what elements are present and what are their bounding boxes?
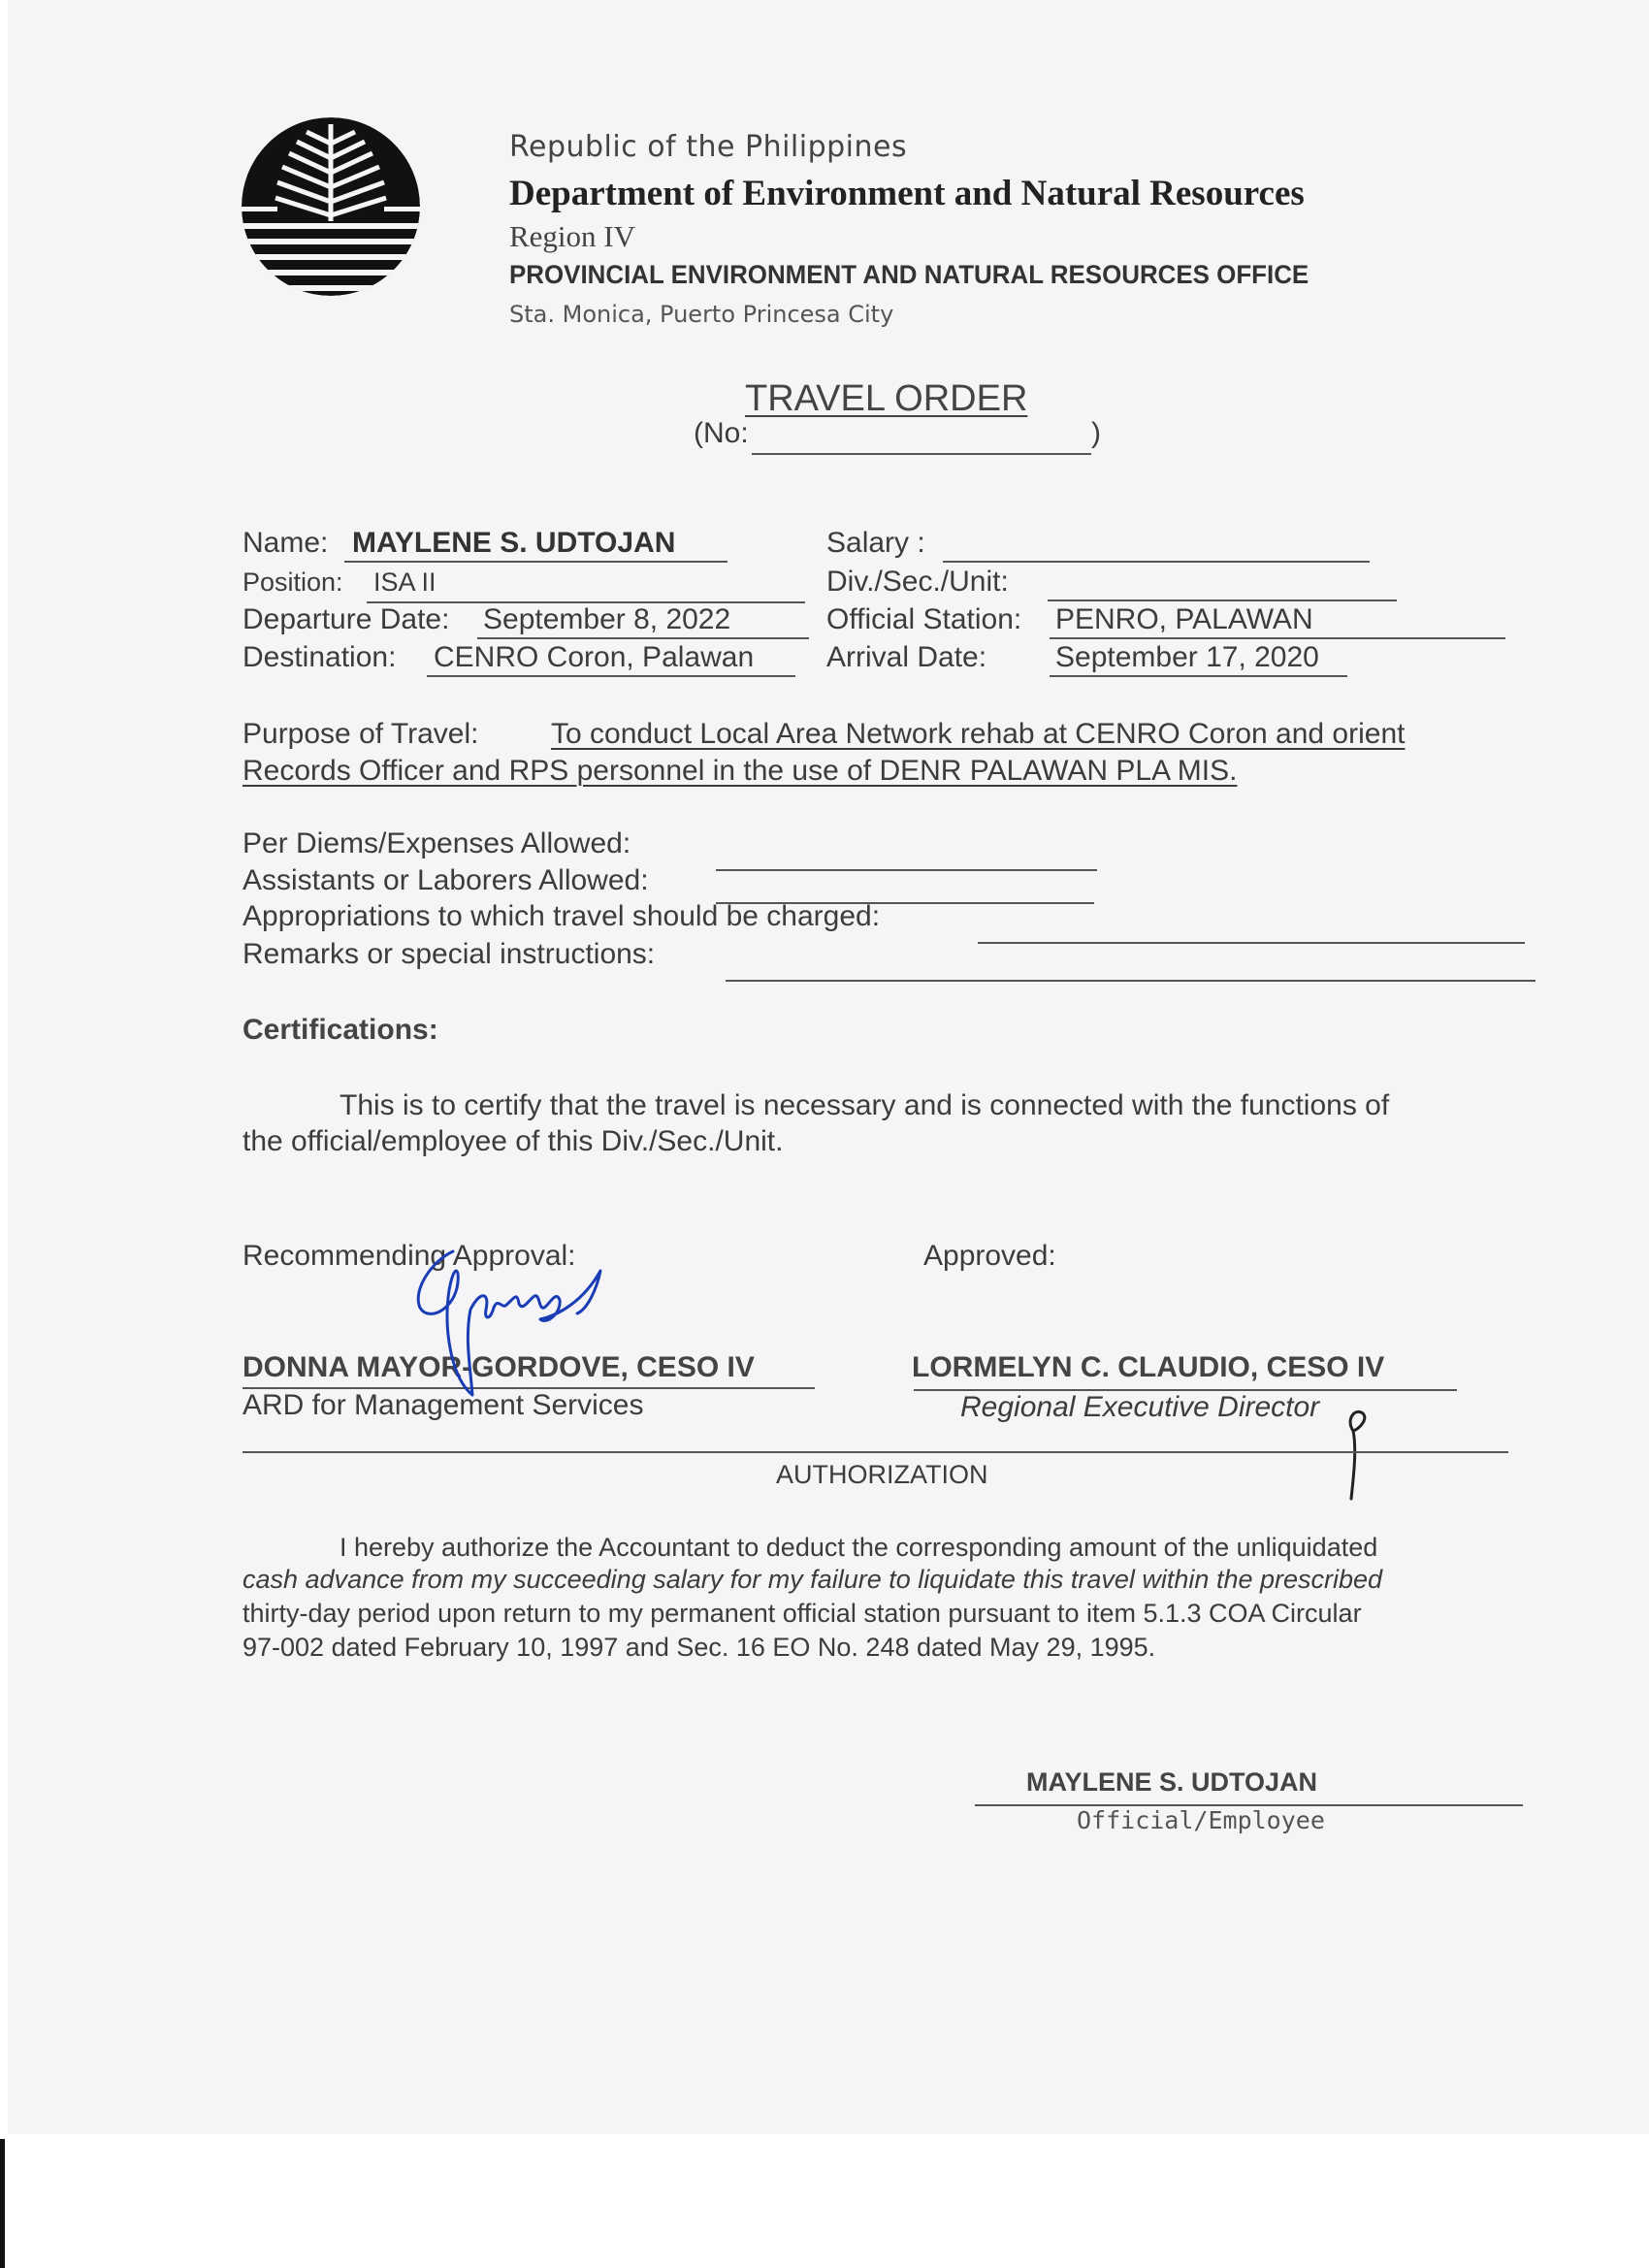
remarks-label: Remarks or special instructions:: [242, 938, 656, 970]
div-sec-unit-line: [1048, 599, 1397, 601]
name-label: Name:: [242, 527, 329, 559]
departure-line: [477, 637, 809, 639]
order-number-label: (No:: [694, 417, 749, 449]
arrival-line: [1050, 675, 1347, 677]
position-value: ISA II: [373, 567, 436, 597]
authorization-divider: [242, 1451, 1508, 1453]
remarks-line: [726, 980, 1536, 982]
authorization-line-2: cash advance from my succeeding salary for my failure to liquidate this travel within the prescribed: [242, 1565, 1383, 1594]
official-station-line: [1050, 637, 1505, 639]
assistants-label: Assistants or Laborers Allowed:: [242, 864, 649, 896]
salary-label: Salary :: [826, 527, 925, 559]
approver-signature: [1324, 1402, 1382, 1508]
approver-name: LORMELYN C. CLAUDIO, CESO IV: [912, 1351, 1385, 1383]
page-title: TRAVEL ORDER: [745, 378, 1028, 419]
approver-title: Regional Executive Director: [960, 1391, 1320, 1423]
office-heading: PROVINCIAL ENVIRONMENT AND NATURAL RESOURCES OFFICE: [509, 260, 1310, 289]
departure-label: Departure Date:: [242, 603, 450, 635]
official-station-value: PENRO, PALAWAN: [1055, 603, 1313, 635]
recommending-label: Recommending Approval:: [242, 1240, 576, 1272]
denr-logo-icon: [239, 114, 423, 299]
employee-title: Official/Employee: [1077, 1806, 1325, 1834]
authorization-heading: AUTHORIZATION: [776, 1460, 988, 1489]
certification-line-2: the official/employee of this Div./Sec./Unit.: [242, 1125, 784, 1157]
position-label: Position:: [242, 567, 343, 597]
authorization-line-4: 97-002 dated February 10, 1997 and Sec. 16 EO No. 248 dated May 29, 1995.: [242, 1633, 1156, 1662]
purpose-label: Purpose of Travel:: [242, 718, 479, 750]
office-address: Sta. Monica, Puerto Princesa City: [509, 301, 894, 328]
authorization-line-3: thirty-day period upon return to my permanent official station pursuant to item 5.1.3 COA Circular: [242, 1599, 1362, 1628]
recommender-name: DONNA MAYOR-GORDOVE, CESO IV: [242, 1351, 755, 1383]
destination-label: Destination:: [242, 641, 397, 673]
recommender-title: ARD for Management Services: [242, 1389, 644, 1421]
certifications-heading: Certifications:: [242, 1014, 438, 1046]
purpose-line-2: Records Officer and RPS personnel in the use of DENR PALAWAN PLA MIS.: [242, 755, 1238, 787]
order-number-close: ): [1091, 417, 1101, 449]
destination-line: [427, 675, 795, 677]
employee-name: MAYLENE S. UDTOJAN: [1026, 1767, 1318, 1797]
department-heading: Department of Environment and Natural Resources: [509, 174, 1305, 213]
appropriations-label: Appropriations to which travel should be charged:: [242, 900, 881, 932]
approved-label: Approved:: [923, 1240, 1056, 1272]
certification-line-1: This is to certify that the travel is necessary and is connected with the functions of: [340, 1089, 1390, 1121]
arrival-value: September 17, 2020: [1055, 641, 1319, 673]
departure-value: September 8, 2022: [483, 603, 731, 635]
name-line: [344, 561, 728, 563]
salary-line: [943, 561, 1370, 563]
purpose-line-1: To conduct Local Area Network rehab at CENRO Coron and orient: [551, 718, 1406, 750]
republic-heading: Republic of the Philippines: [509, 130, 908, 164]
div-sec-unit-label: Div./Sec./Unit:: [826, 566, 1009, 598]
recommender-signature: [393, 1232, 626, 1416]
authorization-line-1: I hereby authorize the Accountant to deduct the corresponding amount of the unliquidated: [340, 1533, 1378, 1562]
per-diems-label: Per Diems/Expenses Allowed:: [242, 827, 631, 859]
destination-value: CENRO Coron, Palawan: [434, 641, 755, 673]
arrival-label: Arrival Date:: [826, 641, 987, 673]
per-diems-line: [716, 869, 1097, 871]
scan-edge-mark: [0, 2139, 5, 2268]
name-value: MAYLENE S. UDTOJAN: [352, 527, 676, 559]
appropriations-line: [978, 942, 1525, 944]
order-number-line: [752, 453, 1091, 455]
region-heading: Region IV: [509, 219, 636, 253]
official-station-label: Official Station:: [826, 603, 1022, 635]
